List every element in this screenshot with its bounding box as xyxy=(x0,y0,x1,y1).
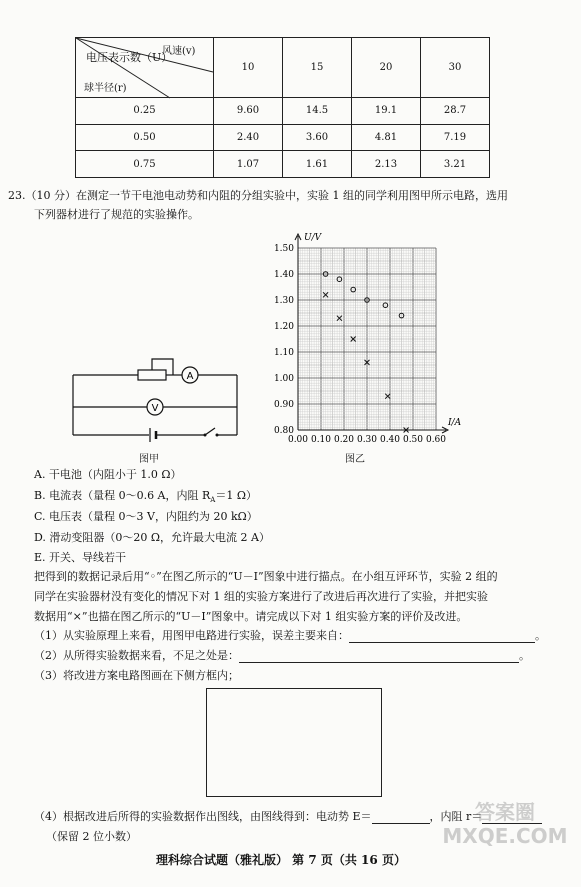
speed-header: 30 xyxy=(421,38,490,98)
y-tick-label: 1.10 xyxy=(273,348,294,358)
answer-blank-1[interactable] xyxy=(349,629,535,643)
option-b-text: B. 电流表（量程 0～0.6 A，内阻 R xyxy=(34,489,211,502)
radius-cell: 0.50 xyxy=(76,124,214,151)
x-tick-label: 0.60 xyxy=(425,435,447,445)
sub4-note: （保留 2 位小数） xyxy=(46,830,137,843)
option-c: C. 电压表（量程 0～3 V，内阻约为 20 kΩ） xyxy=(34,510,258,523)
option-d: D. 滑动变阻器（0～20 Ω，允许最大电流 2 A） xyxy=(34,531,270,544)
y-tick-label: 1.50 xyxy=(273,244,294,254)
header-wind-label: 风速(v) xyxy=(162,46,196,57)
para-line2: 同学在实验器材没有变化的情况下对 1 组的实验方案进行了改进后再次进行了实验，并把实验 xyxy=(34,590,488,603)
sub-question-3: （3）将改进方案电路图画在下侧方框内； xyxy=(34,669,239,682)
value-cell: 19.1 xyxy=(352,98,421,125)
value-cell: 3.60 xyxy=(283,124,352,151)
option-b-tail: ＝1 Ω） xyxy=(215,489,257,502)
sub2-text: （2）从所得实验数据来看，不足之处是： xyxy=(34,649,239,662)
u-i-graph xyxy=(258,228,462,453)
y-tick-label: 1.40 xyxy=(273,270,294,280)
x-tick-label: 0.40 xyxy=(379,435,401,445)
circuit-diagram xyxy=(65,355,245,445)
header-voltage-label: 电压表示数（U） xyxy=(86,51,173,64)
sub4-r-text: 内阻 r＝ xyxy=(440,810,483,823)
circuit-answer-box[interactable] xyxy=(206,688,382,797)
value-cell: 14.5 xyxy=(283,98,352,125)
value-cell: 2.13 xyxy=(352,151,421,178)
q23-intro-line1: 23.（10 分）在测定一节干电池电动势和内阻的分组实验中，实验 1 组的同学利用图甲所示电路，选用 xyxy=(8,189,508,202)
q23-intro-line2: 下列器材进行了规范的实验操作。 xyxy=(34,208,199,221)
y-tick-label: 0.90 xyxy=(273,400,294,410)
x-tick-label: 0.00 xyxy=(287,435,309,445)
x-axis-label: I/A xyxy=(448,418,462,428)
x-tick-label: 0.30 xyxy=(356,435,378,445)
table-row xyxy=(76,151,490,178)
speed-header: 10 xyxy=(214,38,283,98)
radius-cell: 0.25 xyxy=(76,98,214,125)
answer-blank-emf[interactable] xyxy=(372,810,430,824)
ammeter-icon: A xyxy=(186,371,194,382)
voltmeter-icon: V xyxy=(151,403,159,414)
table-row xyxy=(76,98,490,125)
option-b-sub: A xyxy=(210,496,216,505)
x-tick-label: 0.20 xyxy=(333,435,355,445)
value-cell: 2.40 xyxy=(214,124,283,151)
table-header-diagonal-cell xyxy=(76,38,214,98)
x-tick-label: 0.50 xyxy=(402,435,424,445)
y-axis-label: U/V xyxy=(304,233,322,243)
sub-question-4: （4）根据改进后所得的实验数据作出图线，由图线得到：电动势 E＝ ，内阻 r＝ xyxy=(34,808,542,824)
y-tick-label: 0.80 xyxy=(273,426,294,436)
sub1-period: 。 xyxy=(535,629,546,642)
y-tick-label: 1.30 xyxy=(273,296,294,306)
radius-cell: 0.75 xyxy=(76,151,214,178)
wind-voltage-table xyxy=(75,37,490,178)
value-cell: 4.81 xyxy=(352,124,421,151)
value-cell: 9.60 xyxy=(214,98,283,125)
watermark-logo: 答案圈 MXQE.COM xyxy=(442,800,568,848)
option-b xyxy=(34,487,257,504)
fig-a-caption: 图甲 xyxy=(139,454,159,465)
sub4-text: （4）根据改进后所得的实验数据作出图线，由图线得到：电动势 E＝ xyxy=(34,810,372,823)
answer-blank-2[interactable] xyxy=(239,649,519,663)
speed-header: 20 xyxy=(352,38,421,98)
sub2-period: 。 xyxy=(519,649,530,662)
option-a: A. 干电池（内阻小于 1.0 Ω） xyxy=(34,468,182,481)
sub-question-2 xyxy=(34,647,530,663)
header-radius-label: 球半径(r) xyxy=(84,83,127,94)
value-cell: 3.21 xyxy=(421,151,490,178)
speed-header: 15 xyxy=(283,38,352,98)
fig-b-caption: 图乙 xyxy=(345,454,365,465)
sub1-text: （1）从实验原理上来看，用图甲电路进行实验，误差主要来自： xyxy=(34,629,349,642)
value-cell: 1.07 xyxy=(214,151,283,178)
y-tick-label: 1.00 xyxy=(273,374,294,384)
value-cell: 28.7 xyxy=(421,98,490,125)
table-row xyxy=(76,124,490,151)
sub-question-1 xyxy=(34,627,546,643)
para-line1: 把得到的数据记录后用“◦”在图乙所示的“U－I”图象中进行描点。在小组互评环节，实验 2 组的 xyxy=(34,570,498,583)
value-cell: 1.61 xyxy=(283,151,352,178)
value-cell: 7.19 xyxy=(421,124,490,151)
page-footer: 理科综合试题（雅礼版） 第 7 页（共 16 页） xyxy=(156,853,406,867)
y-tick-label: 1.20 xyxy=(273,322,294,332)
para-line3: 数据用“×”也描在图乙所示的“U－I”图象中。请完成以下对 1 组实验方案的评价及改进。 xyxy=(34,610,468,623)
x-tick-label: 0.10 xyxy=(310,435,332,445)
option-e: E. 开关、导线若干 xyxy=(34,551,127,564)
